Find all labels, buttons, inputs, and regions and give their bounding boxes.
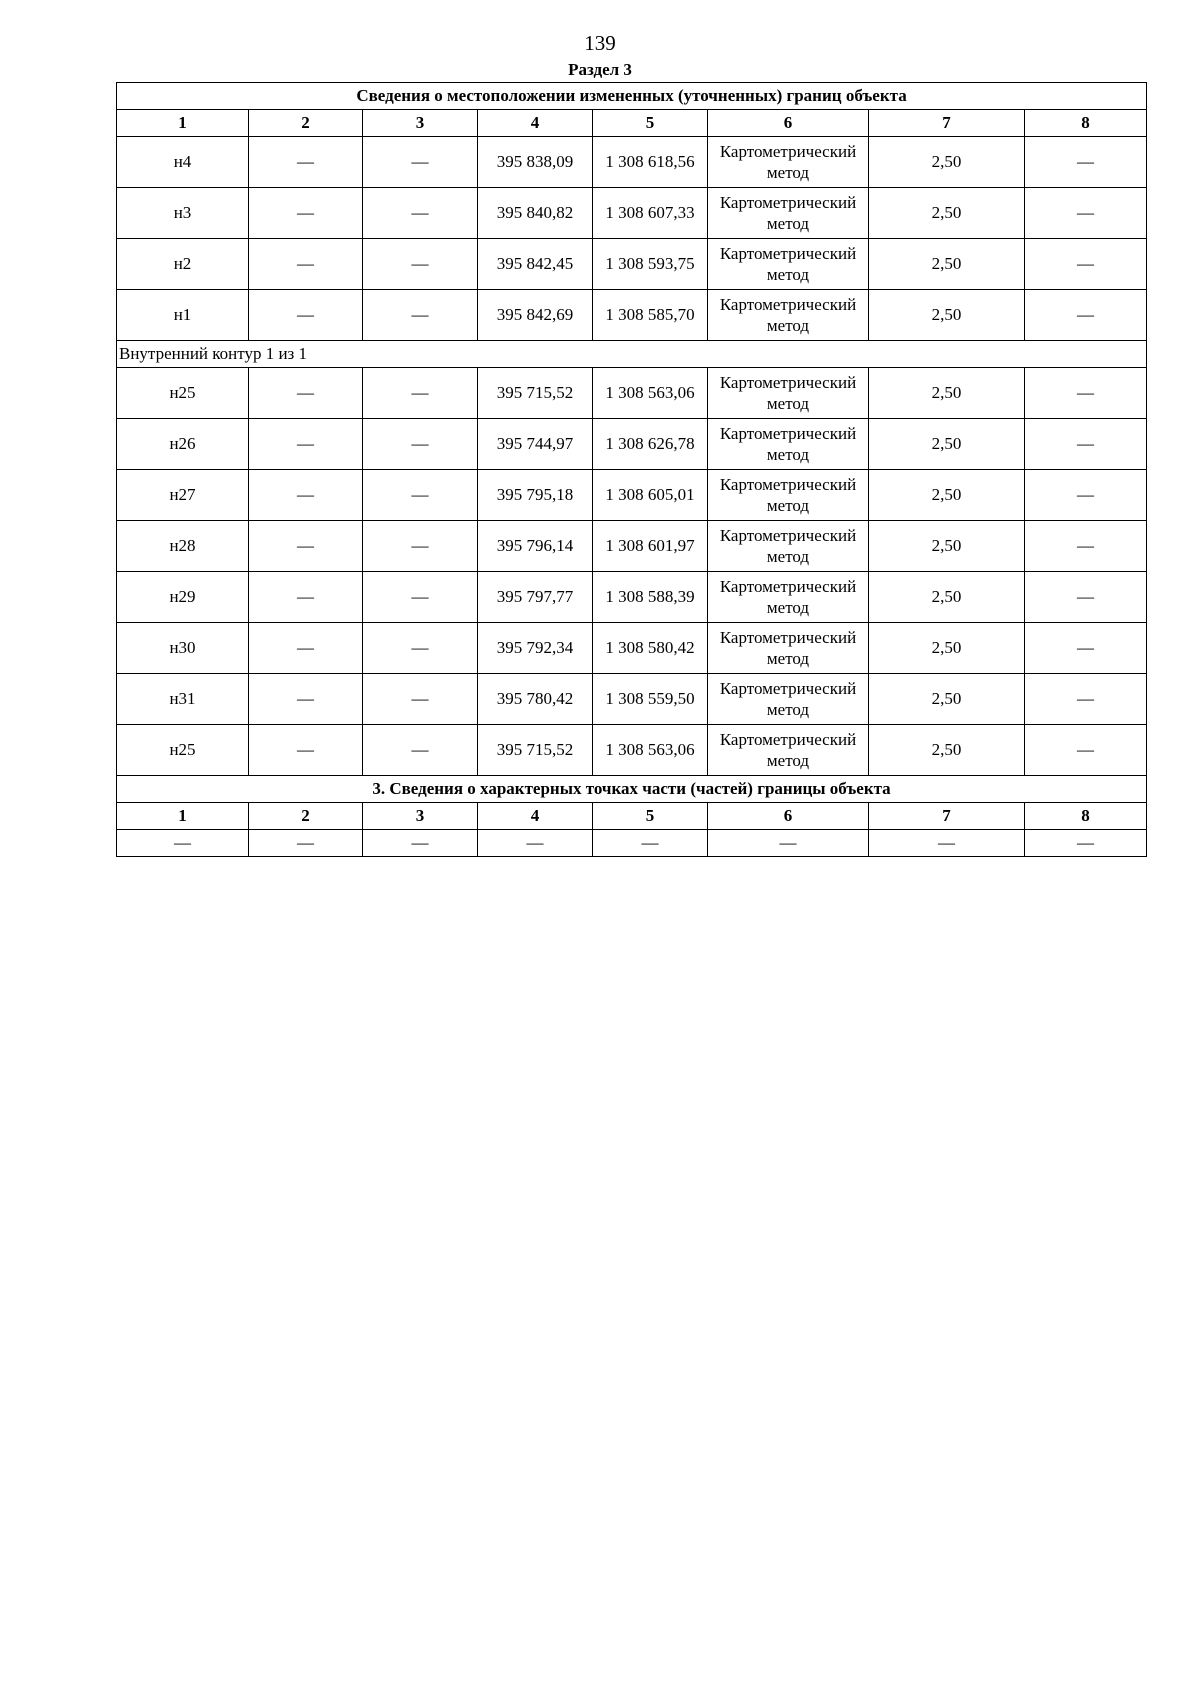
dash-cell: — (869, 830, 1025, 857)
method-cell: Картометрический метод (708, 623, 869, 674)
dash-cell: — (249, 419, 363, 470)
table-row (117, 623, 1147, 674)
y-coordinate-cell: 1 308 559,50 (593, 674, 708, 725)
column-number: 2 (249, 110, 363, 137)
dash-cell: — (363, 239, 478, 290)
accuracy-cell: 2,50 (869, 419, 1025, 470)
accuracy-cell: 2,50 (869, 239, 1025, 290)
x-coordinate-cell: 395 842,45 (478, 239, 593, 290)
method-cell: Картометрический метод (708, 368, 869, 419)
column-number: 3 (363, 803, 478, 830)
table-row (117, 137, 1147, 188)
page-number: 139 (584, 31, 616, 55)
x-coordinate-cell: 395 744,97 (478, 419, 593, 470)
column-number: 2 (249, 803, 363, 830)
point-name-cell: н28 (117, 521, 249, 572)
accuracy-cell: 2,50 (869, 725, 1025, 776)
column-number: 5 (593, 803, 708, 830)
point-name-cell: н27 (117, 470, 249, 521)
table-caption: 3. Сведения о характерных точках части (частей) границы объекта (117, 776, 1147, 803)
table-row (117, 368, 1147, 419)
dash-cell: — (1025, 674, 1147, 725)
y-coordinate-cell: 1 308 601,97 (593, 521, 708, 572)
dash-cell: — (1025, 725, 1147, 776)
dash-cell: — (363, 368, 478, 419)
dash-cell: — (249, 290, 363, 341)
table-row (117, 290, 1147, 341)
dash-cell: — (1025, 368, 1147, 419)
table-row (117, 239, 1147, 290)
column-number-row (117, 803, 1147, 830)
dash-cell: — (363, 521, 478, 572)
accuracy-cell: 2,50 (869, 521, 1025, 572)
accuracy-cell: 2,50 (869, 188, 1025, 239)
dash-cell: — (1025, 521, 1147, 572)
x-coordinate-cell: 395 780,42 (478, 674, 593, 725)
table-row (117, 521, 1147, 572)
column-number: 8 (1025, 803, 1147, 830)
contour-label: Внутренний контур 1 из 1 (117, 341, 1147, 368)
x-coordinate-cell: 395 796,14 (478, 521, 593, 572)
accuracy-cell: 2,50 (869, 470, 1025, 521)
column-number-row (117, 110, 1147, 137)
x-coordinate-cell: 395 838,09 (478, 137, 593, 188)
table-caption-row (117, 83, 1147, 110)
point-name-cell: н25 (117, 368, 249, 419)
column-number: 4 (478, 803, 593, 830)
dash-cell: — (363, 137, 478, 188)
accuracy-cell: 2,50 (869, 674, 1025, 725)
dash-cell: — (249, 470, 363, 521)
x-coordinate-cell: 395 797,77 (478, 572, 593, 623)
y-coordinate-cell: 1 308 563,06 (593, 725, 708, 776)
point-name-cell: н30 (117, 623, 249, 674)
method-cell: Картометрический метод (708, 470, 869, 521)
point-name-cell: н29 (117, 572, 249, 623)
method-cell: Картометрический метод (708, 290, 869, 341)
table-row (117, 188, 1147, 239)
column-number: 5 (593, 110, 708, 137)
dash-cell: — (478, 830, 593, 857)
point-name-cell: н31 (117, 674, 249, 725)
accuracy-cell: 2,50 (869, 290, 1025, 341)
method-cell: Картометрический метод (708, 725, 869, 776)
y-coordinate-cell: 1 308 618,56 (593, 137, 708, 188)
dash-cell: — (249, 188, 363, 239)
y-coordinate-cell: 1 308 588,39 (593, 572, 708, 623)
column-number: 8 (1025, 110, 1147, 137)
method-cell: Картометрический метод (708, 239, 869, 290)
dash-cell: — (1025, 419, 1147, 470)
table-row (117, 470, 1147, 521)
table-row (117, 830, 1147, 857)
dash-cell: — (249, 623, 363, 674)
dash-cell: — (1025, 623, 1147, 674)
method-cell: Картометрический метод (708, 188, 869, 239)
column-number: 6 (708, 110, 869, 137)
column-number: 1 (117, 110, 249, 137)
method-cell: Картометрический метод (708, 521, 869, 572)
column-number: 1 (117, 803, 249, 830)
x-coordinate-cell: 395 715,52 (478, 725, 593, 776)
y-coordinate-cell: 1 308 593,75 (593, 239, 708, 290)
contour-label-row (117, 341, 1147, 368)
x-coordinate-cell: 395 792,34 (478, 623, 593, 674)
y-coordinate-cell: 1 308 607,33 (593, 188, 708, 239)
dash-cell: — (593, 830, 708, 857)
column-number: 3 (363, 110, 478, 137)
method-cell: Картометрический метод (708, 419, 869, 470)
y-coordinate-cell: 1 308 626,78 (593, 419, 708, 470)
dash-cell: — (249, 572, 363, 623)
dash-cell: — (363, 830, 478, 857)
point-name-cell: н25 (117, 725, 249, 776)
table-row (117, 419, 1147, 470)
dash-cell: — (249, 830, 363, 857)
dash-cell: — (363, 572, 478, 623)
table-caption: Сведения о местоположении измененных (уточненных) границ объекта (117, 83, 1147, 110)
dash-cell: — (249, 137, 363, 188)
dash-cell: — (363, 674, 478, 725)
column-number: 7 (869, 803, 1025, 830)
boundary-table (116, 82, 1147, 857)
accuracy-cell: 2,50 (869, 368, 1025, 419)
dash-cell: — (1025, 470, 1147, 521)
dash-cell: — (1025, 830, 1147, 857)
dash-cell: — (117, 830, 249, 857)
dash-cell: — (249, 674, 363, 725)
dash-cell: — (363, 419, 478, 470)
section-title: Раздел 3 (568, 60, 632, 79)
dash-cell: — (363, 623, 478, 674)
x-coordinate-cell: 395 842,69 (478, 290, 593, 341)
point-name-cell: н4 (117, 137, 249, 188)
dash-cell: — (249, 725, 363, 776)
dash-cell: — (363, 725, 478, 776)
dash-cell: — (708, 830, 869, 857)
dash-cell: — (363, 188, 478, 239)
y-coordinate-cell: 1 308 563,06 (593, 368, 708, 419)
table-caption-row (117, 776, 1147, 803)
method-cell: Картометрический метод (708, 572, 869, 623)
column-number: 7 (869, 110, 1025, 137)
table-row (117, 572, 1147, 623)
accuracy-cell: 2,50 (869, 572, 1025, 623)
dash-cell: — (1025, 137, 1147, 188)
y-coordinate-cell: 1 308 605,01 (593, 470, 708, 521)
dash-cell: — (249, 521, 363, 572)
point-name-cell: н2 (117, 239, 249, 290)
dash-cell: — (363, 290, 478, 341)
accuracy-cell: 2,50 (869, 137, 1025, 188)
point-name-cell: н26 (117, 419, 249, 470)
method-cell: Картометрический метод (708, 674, 869, 725)
dash-cell: — (363, 470, 478, 521)
y-coordinate-cell: 1 308 585,70 (593, 290, 708, 341)
x-coordinate-cell: 395 795,18 (478, 470, 593, 521)
method-cell: Картометрический метод (708, 137, 869, 188)
dash-cell: — (1025, 239, 1147, 290)
dash-cell: — (1025, 572, 1147, 623)
accuracy-cell: 2,50 (869, 623, 1025, 674)
point-name-cell: н1 (117, 290, 249, 341)
column-number: 4 (478, 110, 593, 137)
x-coordinate-cell: 395 715,52 (478, 368, 593, 419)
dash-cell: — (1025, 188, 1147, 239)
dash-cell: — (1025, 290, 1147, 341)
column-number: 6 (708, 803, 869, 830)
table-row (117, 725, 1147, 776)
y-coordinate-cell: 1 308 580,42 (593, 623, 708, 674)
point-name-cell: н3 (117, 188, 249, 239)
table-row (117, 674, 1147, 725)
x-coordinate-cell: 395 840,82 (478, 188, 593, 239)
dash-cell: — (249, 368, 363, 419)
dash-cell: — (249, 239, 363, 290)
